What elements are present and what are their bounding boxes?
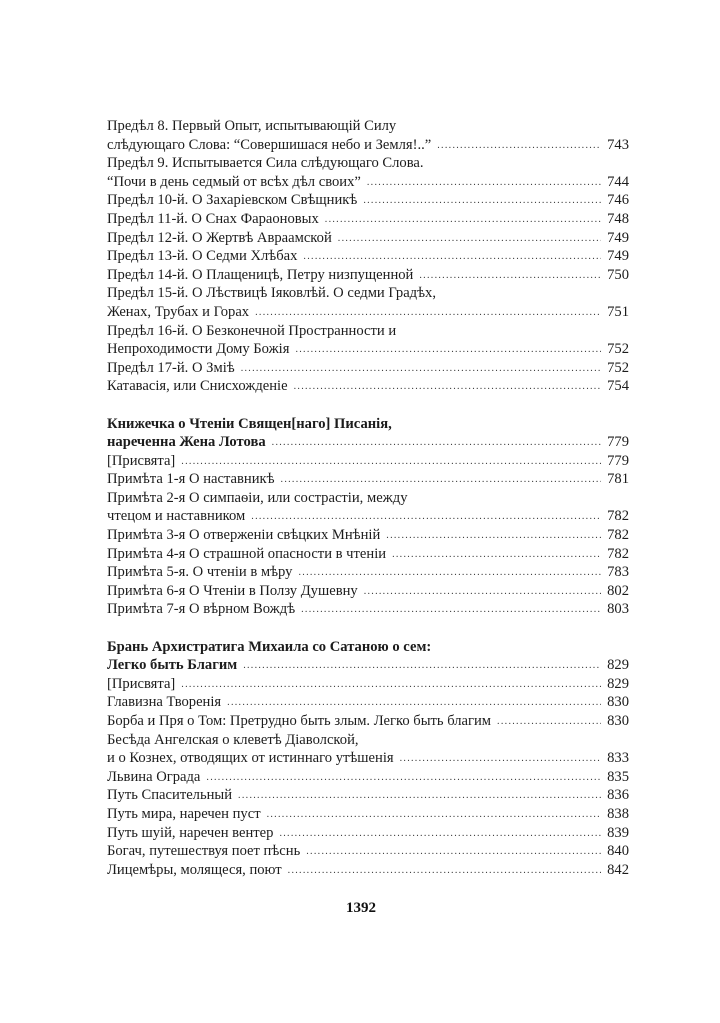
toc-line	[107, 154, 629, 173]
toc-entry	[107, 247, 629, 266]
toc-entry	[107, 377, 629, 396]
dot-leader	[298, 564, 601, 583]
toc-line	[107, 340, 629, 359]
entry-page-number: 782	[607, 527, 629, 544]
entry-page-number: 779	[607, 434, 629, 451]
dot-leader	[325, 211, 601, 230]
entry-page-number: 750	[607, 266, 629, 283]
entry-title: Предѣл 14-й. О Плащеницѣ, Петру низпущенной	[107, 266, 414, 283]
entry-title: Примѣта 3-я О отверженіи свѣцких Мнѣній	[107, 527, 381, 544]
entry-title: Предѣл 16-й. О Безконечной Пространности и	[107, 322, 397, 339]
toc-line	[107, 731, 629, 750]
entry-page-number: 752	[607, 359, 629, 376]
dot-leader	[243, 657, 601, 676]
toc-line	[107, 433, 629, 452]
dot-leader	[241, 360, 601, 379]
entry-page-number: 746	[607, 192, 629, 209]
toc-line	[107, 656, 629, 675]
entry-page-number: 748	[607, 210, 629, 227]
toc-entry	[107, 545, 629, 564]
toc-section	[107, 415, 629, 620]
dot-leader	[437, 137, 601, 156]
toc-entry	[107, 470, 629, 489]
entry-title: нареченна Жена Лотова	[107, 434, 266, 451]
toc-line	[107, 489, 629, 508]
entry-title: Предѣл 13-й. О Седми Хлѣбах	[107, 248, 298, 265]
toc-line	[107, 805, 629, 824]
toc-entry	[107, 489, 629, 526]
toc-entry	[107, 582, 629, 601]
dot-leader	[206, 769, 601, 788]
toc-line	[107, 600, 629, 619]
entry-title: чтецом и наставником	[107, 508, 246, 525]
dot-leader	[238, 787, 601, 806]
toc-line	[107, 545, 629, 564]
toc-line	[107, 452, 629, 471]
entry-page-number: 743	[607, 136, 629, 153]
entry-title: Непроходимости Дому Божія	[107, 341, 290, 358]
dot-leader	[306, 843, 601, 862]
dot-leader	[255, 304, 601, 323]
entry-title: [Присвята]	[107, 452, 176, 469]
dot-leader	[294, 378, 601, 397]
toc-section	[107, 117, 629, 396]
entry-title: Примѣта 7-я О вѣрном Вождѣ	[107, 601, 296, 618]
entry-page-number: 829	[607, 675, 629, 692]
entry-page-number: 749	[607, 229, 629, 246]
toc-line	[107, 303, 629, 322]
dot-leader	[181, 676, 601, 695]
entry-title: Лицемѣры, молящеся, поют	[107, 861, 282, 878]
toc-entry	[107, 191, 629, 210]
toc-line	[107, 229, 629, 248]
toc-entry	[107, 600, 629, 619]
entry-page-number: 782	[607, 508, 629, 525]
toc-entry	[107, 824, 629, 843]
toc-entry	[107, 210, 629, 229]
entry-title: Предѣл 11-й. О Снах Фараоновых	[107, 210, 319, 227]
entry-title: Катавасія, или Снисхожденіе	[107, 378, 288, 395]
toc-section	[107, 638, 629, 880]
toc-line	[107, 768, 629, 787]
toc-entry	[107, 693, 629, 712]
toc-line	[107, 675, 629, 694]
entry-page-number: 802	[607, 582, 629, 599]
entry-title: Предѣл 12-й. О Жертвѣ Авраамской	[107, 229, 332, 246]
entry-title: Брань Архистратига Михаила со Сатаною о сем:	[107, 638, 432, 655]
entry-page-number: 803	[607, 601, 629, 618]
toc-entry	[107, 768, 629, 787]
entry-page-number: 782	[607, 545, 629, 562]
entry-title: Предѣл 17-й. О Зміѣ	[107, 359, 235, 376]
entry-page-number: 836	[607, 787, 629, 804]
toc-line	[107, 638, 629, 657]
dot-leader	[281, 471, 601, 490]
entry-title: Предѣл 8. Первый Опыт, испытывающій Силу	[107, 118, 397, 134]
entry-title: и о Кознех, отводящих от истиннаго утѣшенія	[107, 750, 394, 767]
entry-title: Борба и Пря о Том: Претрудно быть злым. Легко быть благим	[107, 713, 492, 729]
table-of-contents	[107, 117, 629, 879]
toc-line	[107, 526, 629, 545]
dot-leader	[279, 825, 601, 844]
entry-title: Главизна Творенія	[107, 694, 222, 711]
dot-leader	[301, 601, 601, 620]
toc-entry	[107, 805, 629, 824]
entry-title: Легко быть Благим	[107, 657, 238, 674]
entry-page-number: 833	[607, 750, 629, 767]
toc-line	[107, 359, 629, 378]
dot-leader	[267, 806, 601, 825]
toc-entry	[107, 786, 629, 805]
toc-entry	[107, 117, 629, 154]
toc-line	[107, 191, 629, 210]
toc-line	[107, 210, 629, 229]
dot-leader	[497, 713, 601, 732]
dot-leader	[386, 527, 601, 546]
entry-page-number: 754	[607, 378, 629, 395]
dot-leader	[251, 508, 601, 527]
entry-page-number: 752	[607, 341, 629, 358]
entry-title: Примѣта 6-я О Чтеніи в Ползу Душевну	[107, 582, 358, 599]
toc-line	[107, 749, 629, 768]
entry-page-number: 839	[607, 824, 629, 841]
toc-line	[107, 173, 629, 192]
entry-title: Предѣл 9. Испытывается Сила слѣдующаго Слова.	[107, 155, 424, 172]
entry-title: Книжечка о Чтеніи Священ[наго] Писанія,	[107, 415, 392, 432]
toc-line	[107, 824, 629, 843]
toc-line	[107, 415, 629, 434]
toc-line	[107, 377, 629, 396]
entry-page-number: 751	[607, 303, 629, 320]
entry-page-number: 781	[607, 471, 629, 488]
dot-leader	[367, 174, 601, 193]
toc-line	[107, 136, 629, 155]
toc-line	[107, 842, 629, 861]
toc-line	[107, 247, 629, 266]
entry-title: слѣдующаго Слова: “Совершишася небо и Земля!..”	[107, 136, 432, 153]
entry-title: “Почи в день седмый от всѣх дѣл своих”	[107, 173, 361, 190]
dot-leader	[272, 434, 601, 453]
dot-leader	[303, 248, 601, 267]
entry-page-number: 749	[607, 248, 629, 265]
entry-page-number: 783	[607, 564, 629, 581]
entry-title: Путь шуій, наречен вентер	[107, 824, 274, 841]
dot-leader	[181, 453, 601, 472]
entry-page-number: 829	[607, 657, 629, 674]
toc-entry	[107, 861, 629, 880]
entry-title: Предѣл 15-й. О Лѣствицѣ Іяковлѣй. О седми Градѣх,	[107, 285, 436, 302]
toc-line	[107, 266, 629, 285]
entry-title: Примѣта 2-я О симпаѳіи, или сострастіи, между	[107, 489, 408, 506]
toc-entry	[107, 563, 629, 582]
entry-title: Львина Ограда	[107, 768, 201, 785]
entry-title: Примѣта 5-я. О чтеніи в мѣру	[107, 564, 293, 581]
dot-leader	[363, 192, 601, 211]
entry-title: Путь Спасительный	[107, 787, 233, 804]
dot-leader	[400, 750, 601, 769]
toc-entry	[107, 154, 629, 191]
toc-section-heading	[107, 638, 629, 675]
toc-line	[107, 507, 629, 526]
toc-line	[107, 861, 629, 880]
entry-page-number: 830	[607, 713, 629, 729]
dot-leader	[295, 341, 601, 360]
toc-entry	[107, 452, 629, 471]
dot-leader	[392, 546, 601, 565]
toc-entry	[107, 842, 629, 861]
page-number: 1392	[346, 900, 376, 916]
toc-entry	[107, 284, 629, 321]
dot-leader	[338, 230, 601, 249]
dot-leader	[227, 694, 601, 713]
toc-line	[107, 712, 629, 731]
toc-line	[107, 117, 629, 136]
toc-line	[107, 470, 629, 489]
entry-title: [Присвята]	[107, 675, 176, 692]
entry-page-number: 744	[607, 173, 629, 190]
entry-title: Примѣта 1-я О наставникѣ	[107, 471, 275, 488]
toc-entry	[107, 526, 629, 545]
toc-section-heading	[107, 415, 629, 452]
toc-entry	[107, 229, 629, 248]
toc-line	[107, 322, 629, 341]
toc-line	[107, 563, 629, 582]
entry-page-number: 842	[607, 861, 629, 878]
toc-line	[107, 786, 629, 805]
entry-title: Предѣл 10-й. О Захаріевском Свѣщникѣ	[107, 192, 358, 209]
entry-title: Бесѣда Ангелская о клеветѣ Діаволской,	[107, 731, 359, 748]
toc-line	[107, 693, 629, 712]
entry-title: Богач, путешествуя поет пѣснь	[107, 843, 301, 860]
toc-entry	[107, 322, 629, 359]
toc-entry	[107, 359, 629, 378]
entry-title: Женах, Трубах и Горах	[107, 303, 250, 320]
dot-leader	[419, 267, 601, 286]
entry-page-number: 838	[607, 805, 629, 822]
toc-entry	[107, 675, 629, 694]
entry-page-number: 840	[607, 843, 629, 860]
toc-line	[107, 284, 629, 303]
entry-page-number: 835	[607, 768, 629, 785]
toc-entry	[107, 712, 629, 731]
toc-entry	[107, 731, 629, 768]
dot-leader	[364, 583, 601, 602]
entry-page-number: 779	[607, 452, 629, 469]
toc-line	[107, 582, 629, 601]
dot-leader	[288, 862, 601, 881]
entry-page-number: 830	[607, 694, 629, 711]
entry-title: Примѣта 4-я О страшной опасности в чтеніи	[107, 545, 387, 562]
toc-entry	[107, 266, 629, 285]
entry-title: Путь мира, наречен пуст	[107, 805, 261, 822]
